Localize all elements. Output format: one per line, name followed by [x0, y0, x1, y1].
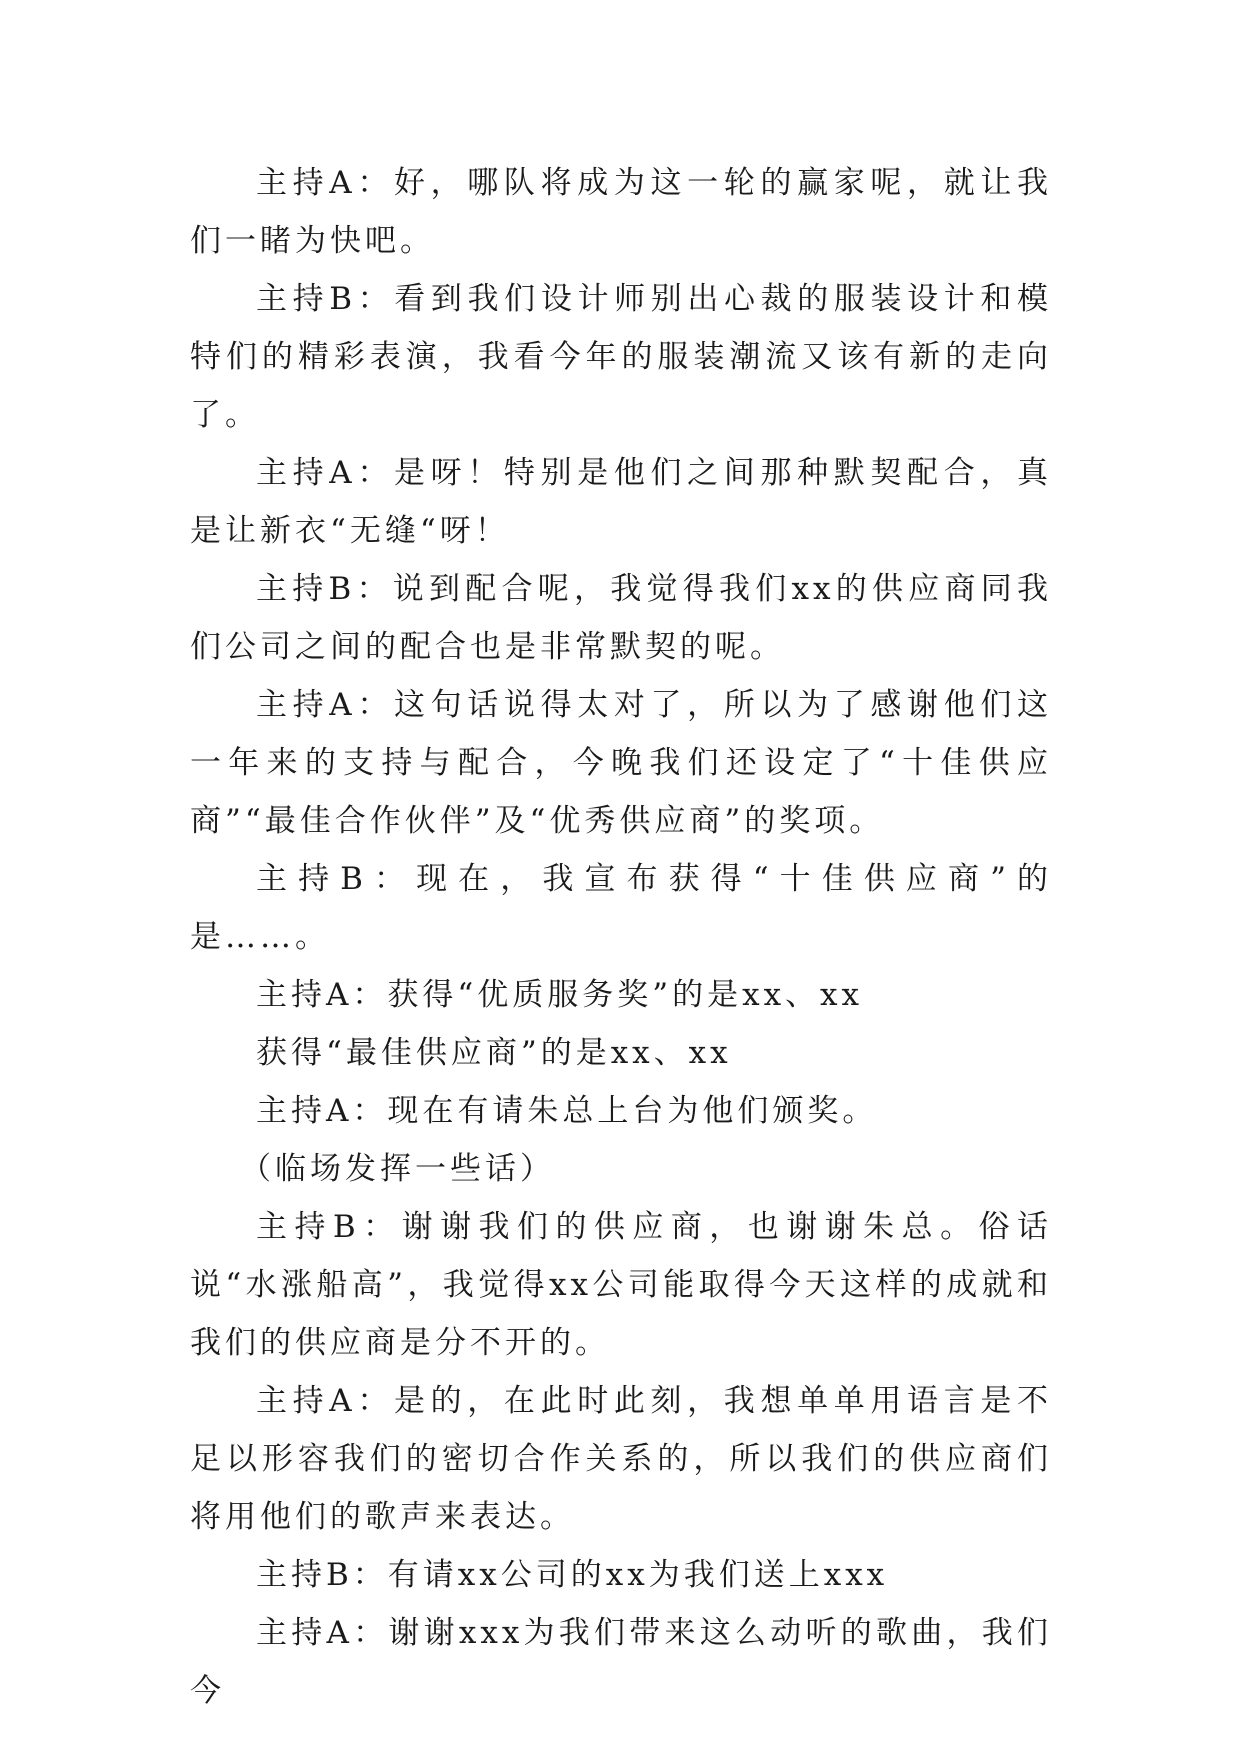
paragraph-4: 主持B：说到配合呢，我觉得我们xx的供应商同我们公司之间的配合也是非常默契的呢。: [190, 571, 1052, 665]
paragraph-10: （临场发挥一些话）: [240, 1151, 555, 1187]
paragraph-12: 主持A：是的，在此时此刻，我想单单用语言是不足以形容我们的密切合作关系的，所以我们的供应商们将用他们的歌声来表达。: [190, 1383, 1052, 1535]
paragraph-5: 主持A：这句话说得太对了，所以为了感谢他们这一年来的支持与配合，今晚我们还设定了“十佳供应商”“最佳合作伙伴”及“优秀供应商”的奖项。: [190, 687, 1052, 839]
paragraph-14: 主持A：谢谢xxx为我们带来这么动听的歌曲，我们今: [190, 1615, 1052, 1709]
paragraph-6: 主持B：现在，我宣布获得“十佳供应商”的是……。: [190, 861, 1052, 955]
paragraph-13: 主持B：有请xx公司的xx为我们送上xxx: [256, 1557, 889, 1593]
paragraph-2: 主持B：看到我们设计师别出心裁的服装设计和模特们的精彩表演，我看今年的服装潮流又该有新的走向了。: [190, 281, 1052, 433]
paragraph-11: 主持B：谢谢我们的供应商，也谢谢朱总。俗话说“水涨船高”，我觉得xx公司能取得今天这样的成就和我们的供应商是分不开的。: [190, 1209, 1052, 1361]
paragraph-1: 主持A：好，哪队将成为这一轮的赢家呢，就让我们一睹为快吧。: [190, 165, 1052, 259]
paragraph-3: 主持A：是呀！特别是他们之间那种默契配合，真是让新衣“无缝“呀！: [190, 455, 1052, 549]
paragraph-8: 获得“最佳供应商”的是xx、xx: [256, 1035, 732, 1071]
document-body: [190, 154, 1052, 1720]
paragraph-9: 主持A：现在有请朱总上台为他们颁奖。: [256, 1093, 878, 1129]
paragraph-7: 主持A：获得“优质服务奖”的是xx、xx: [256, 977, 864, 1013]
